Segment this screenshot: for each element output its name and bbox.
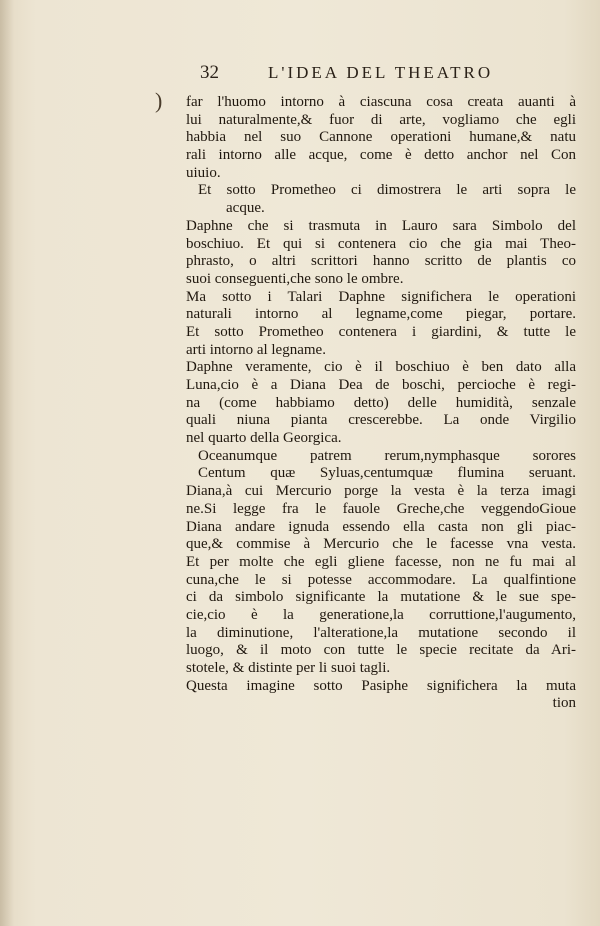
page-header xyxy=(200,62,510,84)
text-line: habbia nel suo Cannone operationi humane,& natu xyxy=(186,129,576,146)
text-line: quali niuna pianta crescerebbe. La onde Virgilio xyxy=(186,412,576,429)
text-line: Et sotto Prometheo contenera i giardini, & tutte le xyxy=(186,323,576,340)
text-line: rali intorno alle acque, come è detto anchor nel Con xyxy=(186,147,576,164)
text-line: luogo, & il moto con tutte le specie recitate da Ari- xyxy=(186,642,576,659)
body-text xyxy=(186,94,576,713)
text-line: ci da simbolo significante la mutatione & le sue spe- xyxy=(186,589,576,606)
text-line: Daphne che si trasmuta in Lauro sara Simbolo del xyxy=(186,217,576,234)
running-head: L'IDEA DEL THEATRO xyxy=(268,63,494,82)
text-line: naturali intorno al legname,come piegar, portare. xyxy=(186,306,576,323)
text-line: que,& commise à Mercurio che le facesse vna vesta. xyxy=(186,536,576,553)
text-line: phrasto, o altri scrittori hanno scritto de plantis co xyxy=(186,253,576,270)
text-line: Diana andare ignuda essendo ella casta non gli piac- xyxy=(186,518,576,535)
text-line: Luna,cio è a Diana Dea de boschi, percioche è regi- xyxy=(186,377,576,393)
text-line: boschiuo. Et qui si contenera cio che gia mai Theo- xyxy=(186,235,576,252)
text-line: Diana,à cui Mercurio porge la vesta è la terza imagi xyxy=(186,483,576,500)
text-line: cie,cio è la generatione,la corruttione,l'augumento, xyxy=(186,606,576,623)
text-line: la diminutione, l'alteratione,la mutatione secondo il xyxy=(186,624,576,641)
text-line: ne.Si legge fra le fauole Greche,che veggendoGioue xyxy=(186,500,576,517)
text-line: uiuio. xyxy=(186,164,221,181)
text-line: Et sotto Prometheo ci dimostrera le arti sopra le xyxy=(198,182,576,199)
catchword: tion xyxy=(552,695,576,712)
text-line: Et per molte che egli gliene facesse, non ne fu mai al xyxy=(186,553,576,570)
text-line: nel quarto della Georgica. xyxy=(186,430,342,447)
text-line: Ma sotto i Talari Daphne significhera le operationi xyxy=(186,288,576,305)
text-line: suoi conseguenti,che sono le ombre. xyxy=(186,270,404,287)
text-line: arti intorno al legname. xyxy=(186,341,326,358)
text-line: Daphne veramente, cio è il boschiuo è ben dato alla xyxy=(186,359,576,376)
verse-line: Centum quæ Syluas,centumquæ flumina seruant. xyxy=(198,465,576,482)
text-line: cuna,che le si potesse accommodare. La qualfintione xyxy=(186,571,576,588)
verse-line: Oceanumque patrem rerum,nymphasque sorores xyxy=(198,447,576,464)
text-line: lui naturalmente,& fuor di arte, vogliamo che egli xyxy=(186,111,576,128)
binding-shadow xyxy=(0,0,14,926)
text-line: far l'huomo intorno à ciascuna cosa creata auanti à xyxy=(186,94,576,110)
text-line: Questa imagine sotto Pasiphe significhera la muta xyxy=(186,677,576,694)
text-line: na (come habbiamo detto) delle humidità, senzale xyxy=(186,394,576,411)
margin-bracket-mark: ) xyxy=(155,88,163,113)
page-number: 32 xyxy=(200,62,219,83)
text-line: acque. xyxy=(226,200,265,217)
text-line: stotele, & distinte per li suoi tagli. xyxy=(186,660,391,676)
